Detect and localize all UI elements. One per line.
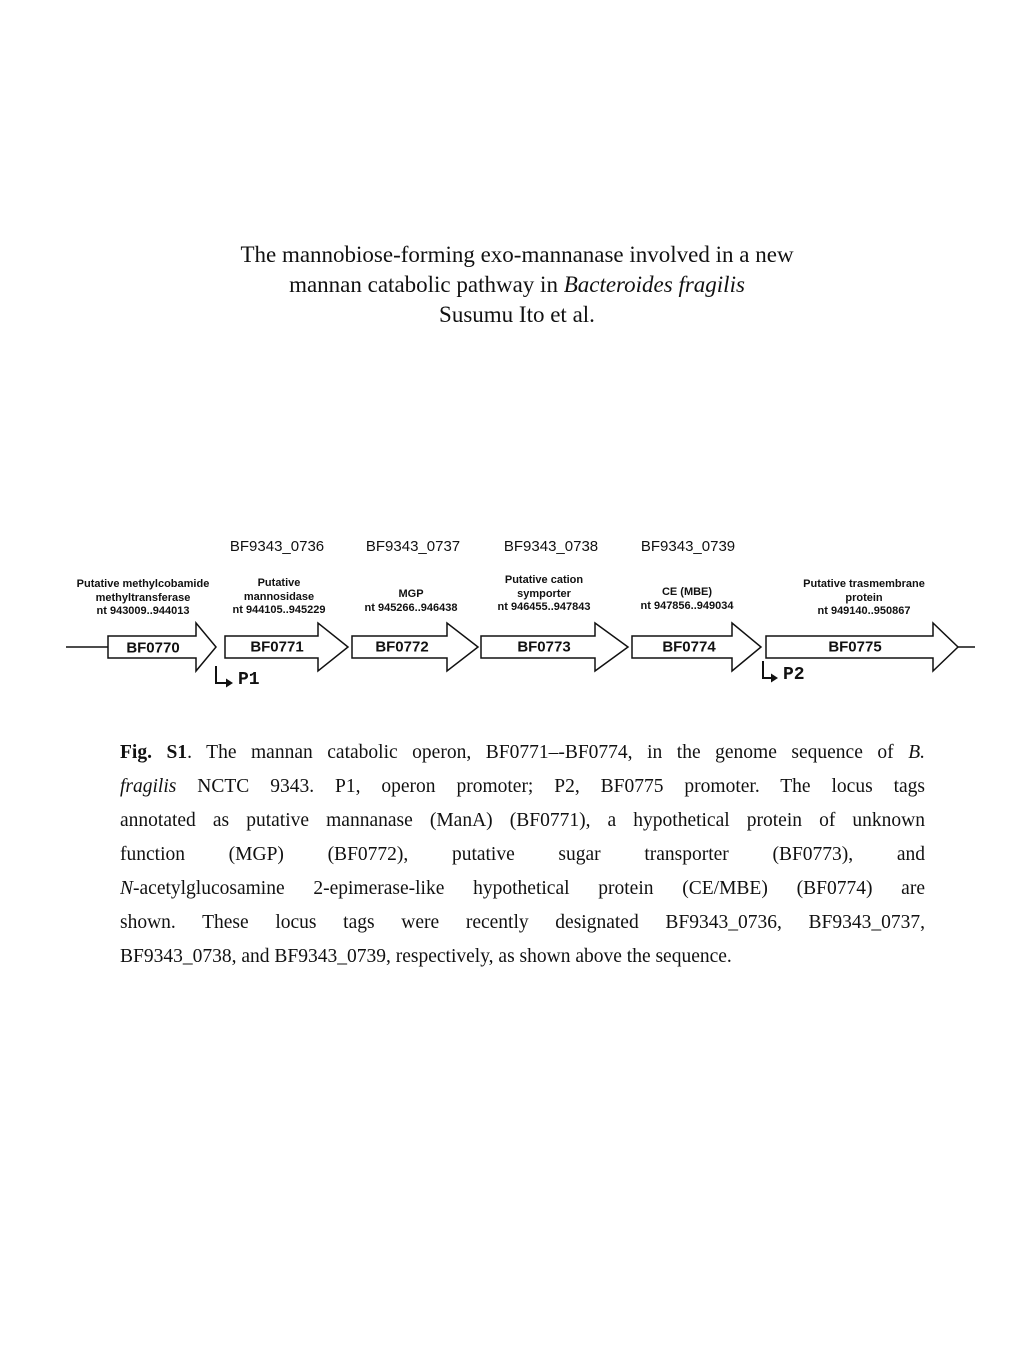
gene-name: BF0774 [662, 638, 716, 656]
caption-line [120, 804, 925, 838]
gene-annotation-bf0771: Putative mannosidase nt 944105..945229 [232, 577, 326, 616]
caption-line [120, 770, 925, 804]
title-line-2-text: mannan catabolic pathway in [289, 272, 564, 297]
caption-text: NCTC 9343. P1, operon promoter; P2, BF0775 promoter. The locus tags [176, 776, 925, 797]
caption-text: BF9343_0738, and BF9343_0739, respectively, as shown above the sequence. [120, 946, 732, 967]
figure-caption [120, 736, 925, 974]
caption-text: fragilis [120, 776, 177, 797]
caption-text: N [120, 878, 134, 899]
gene-name: BF0775 [828, 638, 882, 656]
caption-text: annotated as putative mannanase (ManA) (BF0771), a hypothetical protein of unknown [120, 810, 925, 831]
caption-line [120, 872, 925, 906]
gene-name: BF0770 [126, 639, 180, 657]
title-block [0, 240, 1024, 330]
locus-tag: BF9343_0737 [365, 538, 461, 555]
promoter-arrow-p1 [216, 666, 233, 688]
locus-tag: BF9343_0736 [229, 538, 325, 555]
caption-text: . The mannan catabolic operon, BF0771–-BF0774, in the genome sequence of [187, 742, 909, 763]
gene-annotation-bf0774: CE (MBE) nt 947856..949034 [640, 586, 734, 612]
locus-tag: BF9343_0739 [640, 538, 736, 555]
caption-text: function (MGP) (BF0772), putative sugar transporter (BF0773), and [120, 844, 925, 865]
figure-label: Fig. S1 [120, 742, 188, 763]
promoter-label-p1: P1 [238, 670, 260, 690]
caption-text: B. [908, 742, 925, 763]
caption-line [120, 736, 925, 770]
caption-line [120, 940, 925, 974]
locus-tag: BF9343_0738 [503, 538, 599, 555]
title-species: Bacteroides fragilis [563, 272, 745, 297]
gene-name: BF0772 [375, 638, 429, 656]
gene-annotation-bf0770: Putative methylcobamide methyltransferase nt 943009..944013 [76, 578, 210, 617]
gene-name: BF0771 [250, 638, 304, 656]
promoter-arrow-p2 [763, 661, 778, 683]
caption-line [120, 838, 925, 872]
promoter-label-p2: P2 [783, 665, 805, 685]
caption-text: shown. These locus tags were recently designated BF9343_0736, BF9343_0737, [120, 912, 925, 933]
title-line-2 [0, 270, 1024, 300]
authors: Susumu Ito et al. [439, 302, 595, 327]
caption-line [120, 906, 925, 940]
caption-text: -acetylglucosamine 2-epimerase-like hypothetical protein (CE/MBE) (BF0774) are [133, 878, 925, 899]
gene-name: BF0773 [517, 638, 571, 656]
gene-annotation-bf0772: MGP nt 945266..946438 [364, 588, 458, 614]
title-line-1: The mannobiose-forming exo-mannanase involved in a new [240, 242, 794, 267]
gene-annotation-bf0773: Putative cation symporter nt 946455..947843 [497, 574, 591, 613]
gene-annotation-bf0775: Putative trasmembrane protein nt 949140..950867 [803, 578, 925, 617]
operon-figure [0, 520, 1024, 700]
